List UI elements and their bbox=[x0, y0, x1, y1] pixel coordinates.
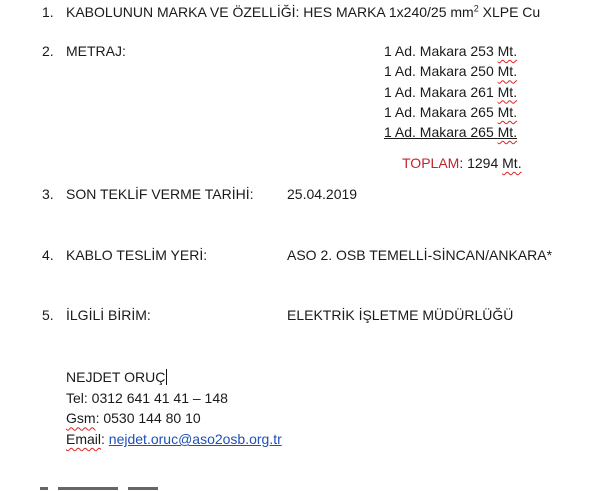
item-5-value: ELEKTRİK İŞLETME MÜDÜRLÜĞÜ bbox=[287, 307, 514, 323]
text-cursor bbox=[166, 369, 167, 385]
item-3-value: 25.04.2019 bbox=[287, 186, 358, 202]
contact-block bbox=[66, 367, 282, 450]
total-value: : 1294 bbox=[459, 155, 503, 171]
item-2-label: METRAJ: bbox=[66, 43, 126, 59]
item-3-label: SON TEKLİF VERME TARİHİ: bbox=[66, 186, 254, 202]
contact-gsm: Gsm: 0530 144 80 10 bbox=[66, 410, 201, 427]
item-2-number: 2. bbox=[42, 43, 54, 59]
metraj-line: 1 Ad. Makara 250 Mt. bbox=[384, 63, 518, 80]
contact-name-row[interactable] bbox=[66, 367, 282, 388]
metraj-list bbox=[384, 42, 534, 143]
item-4-label: KABLO TESLİM YERİ: bbox=[66, 247, 208, 263]
metraj-total bbox=[402, 154, 522, 172]
item-1-label-tail: XLPE Cu bbox=[478, 4, 541, 20]
item-1-text bbox=[66, 3, 540, 21]
contact-name: NEJDET ORUÇ bbox=[66, 369, 166, 385]
item-1-number: 1. bbox=[42, 4, 54, 20]
item-4-value: ASO 2. OSB TEMELLİ-SİNCAN/ANKARA* bbox=[287, 247, 553, 263]
item-3-number: 3. bbox=[42, 186, 54, 202]
metraj-line: 1 Ad. Makara 253 Mt. bbox=[384, 43, 518, 59]
item-4-number: 4. bbox=[42, 247, 54, 263]
metraj-line: 1 Ad. Makara 265 Mt. bbox=[384, 103, 518, 120]
contact-tel: Tel: 0312 641 41 41 – 148 bbox=[66, 389, 228, 406]
item-5-number: 5. bbox=[42, 307, 54, 323]
total-unit: Mt. bbox=[502, 155, 522, 171]
total-label: TOPLAM bbox=[402, 155, 460, 171]
item-1-label: KABOLUNUN MARKA VE ÖZELLİĞİ: HES MARKA 1x240/25 mm bbox=[66, 4, 474, 20]
metraj-line: 1 Ad. Makara 261 Mt. bbox=[384, 83, 518, 100]
metraj-line-last: 1 Ad. Makara 265 Mt. bbox=[384, 124, 518, 141]
contact-email: Email: nejdet.oruc@aso2osb.org.tr bbox=[66, 431, 282, 448]
cut-off-text-fragment bbox=[40, 484, 190, 491]
email-link[interactable]: nejdet.oruc@aso2osb.org.tr bbox=[108, 431, 282, 448]
item-5-label: İLGİLİ BİRİM: bbox=[66, 307, 151, 323]
item-1-superscript: 2 bbox=[473, 3, 479, 14]
